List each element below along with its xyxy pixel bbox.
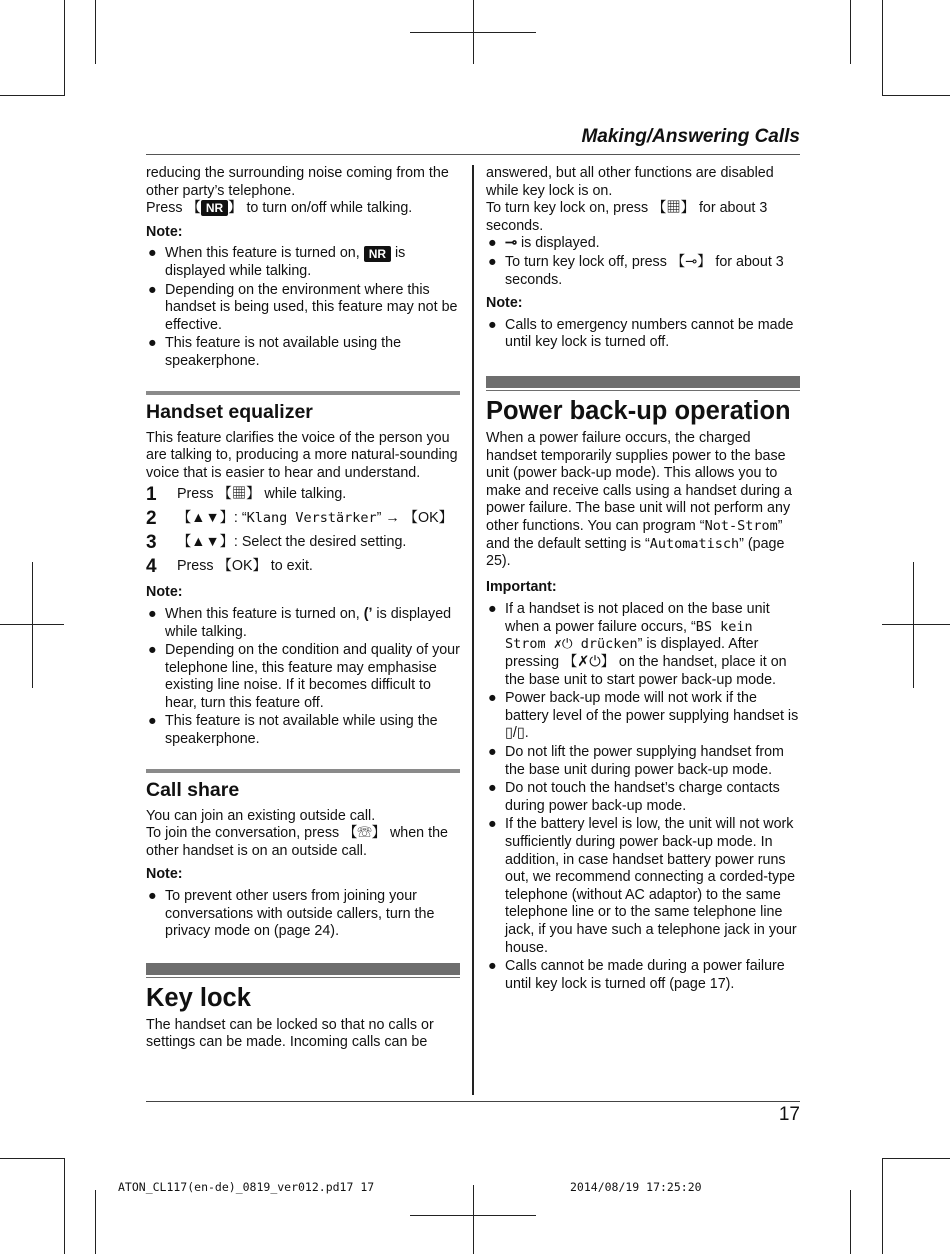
page-number: 17 [778,1104,800,1125]
print-file-info: ATON_CL117(en-de)_0819_ver012.pd17 17 [118,1180,375,1194]
crop-mark [850,1190,851,1254]
crop-mark [913,562,914,688]
list-item: ● Calls to emergency numbers cannot be made until key lock is turned off. [488,316,794,351]
list-item: ● ⊸ is displayed. [488,235,600,252]
key-lock-icon: ⊸ [505,235,517,252]
list-item: ● Do not touch the handset’s charge contacts during power back-up mode. [488,780,780,814]
call-share-section: Call share You can join an existing outside call. To join the conversation, press 【☏】 when the other handset is on an outside call. Note: ● To prevent other users from joining your conversations with outside callers, turn the privacy mode on (page 24). [146,769,460,941]
section-header: Making/Answering Calls [146,126,800,155]
crop-mark [882,1158,883,1254]
crop-mark [410,32,536,33]
list-item: ● Do not lift the power supplying handset from the base unit during power back-up mode. [488,744,784,778]
key-lock-section [146,963,460,1052]
list-item: ● When this feature is turned on, NR is displayed while talking. [148,245,406,279]
menu-key-icon: 【▦】 [217,486,261,503]
crop-mark [0,624,64,625]
section-description: The handset can be locked so that no calls or settings can be made. Incoming calls can be [146,1016,434,1051]
note-label: Note: [486,295,523,312]
crop-mark [32,562,33,688]
important-label: Important: [486,578,557,595]
ok-key-icon: 【OK】 [217,558,267,575]
up-down-key-icon: 【▲▼】 [177,510,234,527]
key-lock-notes [486,317,800,352]
battery-low-icon: ▯/▯ [505,725,525,742]
note-label: Note: [146,223,183,240]
nr-notes [146,245,460,370]
crop-mark [882,624,950,625]
section-description: This feature clarifies the voice of the person you are talking to, producing a more natural-sounding voice that is easier to hear and understand. [146,429,458,481]
crop-mark [882,1158,950,1159]
section-title: Handset equalizer [146,400,313,423]
step-2: 2 【▲▼】: “Klang Verstärker” → 【OK】 [146,508,453,530]
section-description: When a power failure occurs, the charged handset temporarily supplies power to the base unit (power back-up mode). This allows you to make and receive calls using a handset during a power failure. The base unit will not perform any other functions. You can program “Not-Strom” and the default setting is “Automatisch” (page 25). [486,429,792,570]
list-item: ● Power back-up mode will not work if the battery level of the power supplying handset is ▯/▯. [488,690,799,742]
column-divider [472,165,474,1095]
call-share-notes [146,888,460,941]
crop-mark [850,0,851,64]
section-title: Key lock [146,983,251,1012]
list-item: ● To turn key lock off, press 【⊸】 for about 3 seconds. [488,253,784,288]
crop-mark [95,1190,96,1254]
step-1: 1 Press 【▦】 while talking. [146,484,347,506]
menu-key-icon: 【▦】 [652,200,695,217]
power-key-icon: 【✗⏻】 [563,654,615,671]
equalizer-notes [146,606,460,749]
section-title: Power back-up operation [486,396,791,425]
power-backup-section [486,376,800,993]
list-item: ● This feature is not available using the speakerphone. [148,335,402,369]
crop-mark [410,1215,536,1216]
key-lock-key-icon: 【⊸】 [670,253,712,270]
equalizer-icon: (ʼ [363,605,373,622]
power-backup-items [486,601,800,993]
handset-equalizer-section [146,391,460,749]
crop-mark [64,1158,65,1254]
intro-text: reducing the surrounding noise coming from the other party’s telephone. [146,165,449,199]
list-item: ● Depending on the environment where this handset is being used, this feature may not be effective. [148,281,458,333]
list-item: ● Calls cannot be made during a power failure until key lock is turned off (page 17). [488,958,785,992]
step-3: 3 【▲▼】: Select the desired setting. [146,532,407,554]
crop-mark [64,0,65,96]
left-column [146,165,460,1052]
list-item: ● If the battery level is low, the unit will not work sufficiently during power back-up mode. In addition, in case handset battery power runs out, we recommend connecting a corded-type telephone (without AC adaptor) to the same telephone line or to the same telephone line jack, if you have such a telephone jack in your house. [488,816,797,956]
print-datetime: 2014/08/19 17:25:20 [570,1180,702,1194]
step-4: 4 Press 【OK】 to exit. [146,556,313,578]
section-title: Call share [146,778,240,801]
crop-mark [882,95,950,96]
list-item: ● This feature is not available while using the speakerphone. [148,713,438,748]
footer-rule [146,1101,800,1102]
up-down-key-icon: 【▲▼】 [177,534,234,551]
crop-mark [0,95,65,96]
right-column: answered, but all other functions are disabled while key lock is on. To turn key lock on, press 【▦】 for about 3 seconds. ● ⊸ is displayed. ● To turn key lock off, press 【⊸】 for about 3 seconds. Note: ● Calls to emergency numbers cannot be made until key lock is turned off. Power back-up operation When a power failure occurs, the charged handset temporarily supplies power to the base unit (power back-up mode). This allows you to make and receive calls using a handset during a power failure. The base unit will not perform any other functions. You can program “Not-Strom” and the default setting is “Automatisch” (page 25). Important: ● If a handset is not placed on the base unit when a power failure occurs, “BS kein Strom ✗⏻ drücken” is displayed. After pressing 【✗⏻】 on the handset, place it on the base unit to start power back-up mode. ● Power back-up mode will not work if the battery level of the power supplying handset is ▯/▯. ● Do not lift the power supplying handset from the base unit during power back-up mode. ● Do not touch the handset’s charge contacts during power back-up mode. ● If the battery level is low, the unit will not work sufficiently during power back-up mode. In addition, in case handset battery power runs out, we recommend connecting a corded-type telephone (without AC adaptor) to the same telephone line or to the same telephone line jack, if you have such a telephone jack in your house. ● Calls cannot be made during a power failure until key lock is turned off (page 17). [486,165,799,992]
list-item: ● When this feature is turned on, (ʼ is displayed while talking. [148,605,452,640]
list-item: ● To prevent other users from joining your conversations with outside callers, turn the privacy mode on (page 24). [148,888,435,940]
press-nr-instruction: Press 【 NR 】 to turn on/off while talking. [146,200,413,217]
nr-key-icon: NR [201,200,228,216]
note-label: Note: [146,584,183,601]
talk-key-icon: 【☏】 [343,825,386,842]
crop-mark [0,1158,65,1159]
crop-mark [473,1185,474,1254]
list-item: ● If a handset is not placed on the base unit when a power failure occurs, “BS kein Strom ✗⏻ drücken” is displayed. After pressing 【✗⏻】 on the handset, place it on the base unit to start power back-up mode. [488,601,787,688]
crop-mark [882,0,883,96]
note-label: Note: [146,866,183,883]
nr-display-icon: NR [364,246,391,262]
key-lock-items [486,235,800,289]
list-item: ● Depending on the condition and quality of your telephone line, this feature may emphasise existing line noise. If it becomes difficult to hear, turn this feature off. [148,642,460,711]
crop-mark [95,0,96,64]
